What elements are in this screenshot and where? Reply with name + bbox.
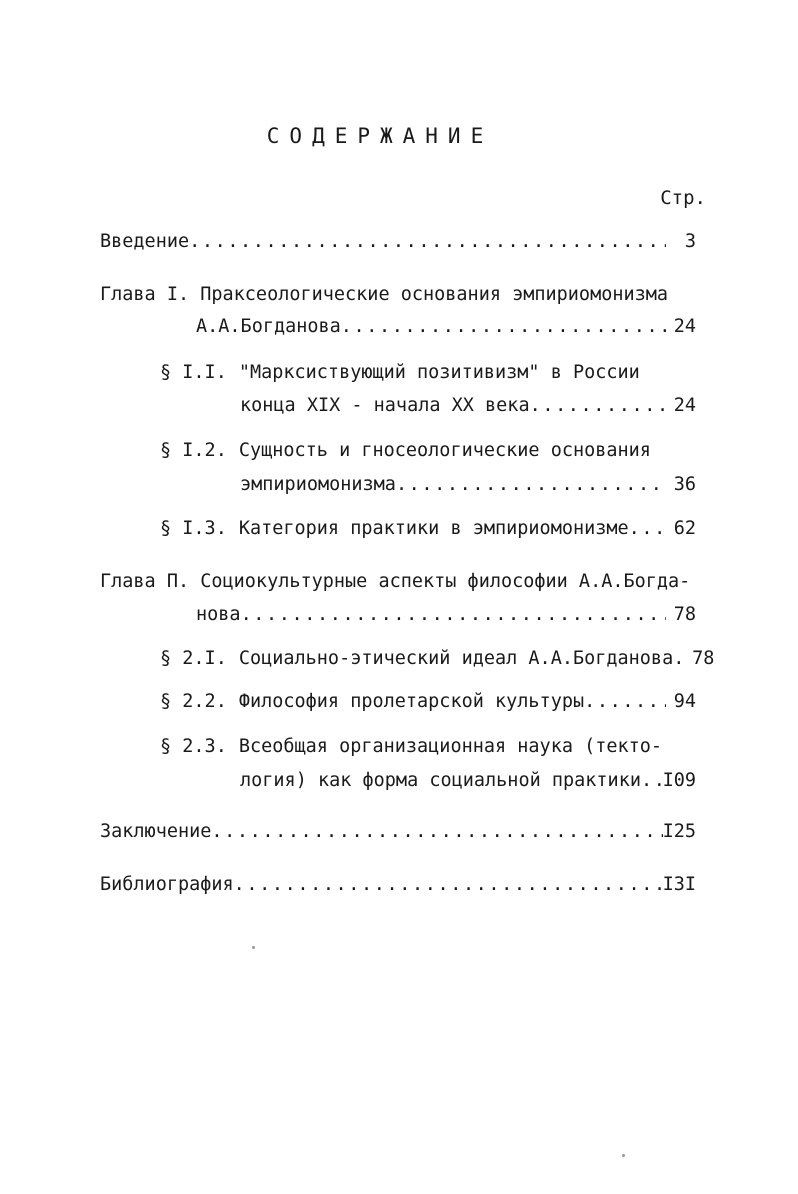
toc-section-1-3[interactable] [160,515,696,543]
toc-chapter-1-cont[interactable] [196,313,696,341]
toc-entry-page: I09 [662,770,696,791]
toc-entry-page: 78 [692,648,715,669]
toc-entry-page: 3 [684,231,696,252]
leader-dots [629,515,666,543]
toc-entry-page: 78 [673,604,696,625]
toc-entry-label: нова [196,604,241,625]
toc-entry-label: Сущность и гносеологические основания [238,440,651,461]
toc-entry-page: 24 [673,395,696,416]
leader-dots [584,688,666,716]
toc-section-2-3-cont[interactable] [240,767,696,795]
leader-dots [396,471,666,499]
toc-entry-label: А.А.Богданова [196,316,341,337]
toc-entry-label: конца XIX - начала XX века [240,395,530,416]
toc-entry-label: логия) как форма социальной практики [240,770,641,791]
toc-entry-intro[interactable] [100,228,696,256]
toc-entry-bibliography[interactable] [100,871,696,899]
toc-section-1-2-cont[interactable] [240,471,696,499]
toc-entry-label: Библиография [100,874,234,895]
toc-entry-label: "Марксиствующий позитивизм" в России [238,362,640,383]
toc-section-2-1[interactable] [160,645,715,673]
toc-section-2-2[interactable] [160,688,696,716]
section-number: § 2.3. [160,736,227,757]
paper-speck [622,1154,625,1157]
leader-dots [234,871,663,899]
toc-entry-label: эмпириомонизма [240,474,396,495]
toc-entry-label: Глава I. Праксеологические основания эмпириомонизма [100,284,669,305]
section-number: § 2.I. [160,648,227,669]
toc-chapter-2-cont[interactable] [196,601,696,629]
toc-section-1-1[interactable] [160,359,640,387]
leader-dots [189,228,666,256]
toc-entry-label: Категория практики в эмпириомонизме [238,518,629,539]
toc-entry-label: Глава П. Социокультурные аспекты философии А.А.Богда- [100,571,691,592]
toc-section-1-1-cont[interactable] [240,392,696,420]
toc-entry-page: 36 [673,474,696,495]
toc-entry-label: Социально-этический идеал А.А.Богданова. [238,648,685,669]
leader-dots [241,601,666,629]
toc-entry-page: 62 [673,518,696,539]
toc-entry-page: 94 [673,691,696,712]
page-title: СОДЕРЖАНИЕ [266,124,494,148]
toc-chapter-2-title[interactable] [100,568,690,596]
leader-dots [641,767,663,795]
paper-speck [252,946,255,949]
section-number: § I.I. [160,362,227,383]
leader-dots [341,313,666,341]
toc-entry-label: Заключение [100,821,212,842]
section-number: § 2.2. [160,691,227,712]
section-number: § I.2. [160,440,227,461]
toc-entry-page: I25 [662,821,696,842]
page-column-label: Стр. [660,187,706,209]
leader-dots [211,818,662,846]
toc-entry-label: Всеобщая организационная наука (текто- [238,736,663,757]
toc-section-2-3[interactable] [160,733,662,761]
toc-entry-conclusion[interactable] [100,818,696,846]
leader-dots [530,392,666,420]
toc-entry-page: I3I [662,874,696,895]
toc-chapter-1-title[interactable] [100,281,668,309]
section-number: § I.3. [160,518,227,539]
toc-entry-label: Введение [100,231,190,252]
toc-entry-page: 24 [673,316,696,337]
toc-section-1-2[interactable] [160,437,651,465]
toc-entry-label: Философия пролетарской культуры [238,691,585,712]
